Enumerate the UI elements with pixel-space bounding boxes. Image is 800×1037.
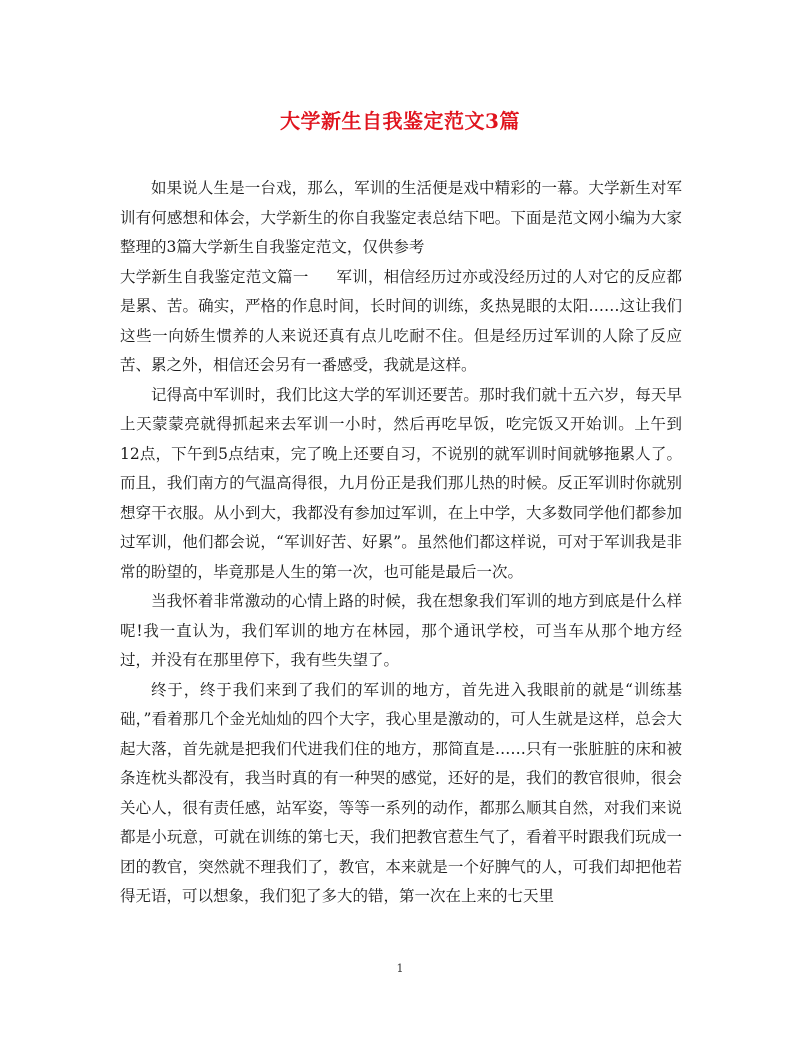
paragraph-2: 记得高中军训时，我们比这大学的军训还要苦。那时我们就十五六岁，每天早上天蒙蒙亮就得抓起来去军训一小时，然后再吃早饭，吃完饭又开始训。上午到12点，下午到5点结束，完了晚上还要自习，不说别的就军训时间就够拖累人了。而且，我们南方的气温高得很，九月份正是我们那儿热的时候。反正军训时你就别想穿干衣服。从小到大，我都没有参加过军训，在上中学，大多数同学他们都参加过军训，他们都会说，“军训好苦、好累”。虽然他们都这样说，可对于军训我是非常的盼望的，毕竟那是人生的第一次，也可能是最后一次。 [120,385,682,581]
section-1-heading: 大学新生自我鉴定范文篇一 [120,267,309,286]
paragraph-3: 当我怀着非常激动的心情上路的时候，我在想象我们军训的地方到底是什么样呢!我一直认为，我们军训的地方在林园，那个通讯学校，可当车从那个地方经过，并没有在那里停下，我有些失望了。 [120,592,682,669]
page-number: 1 [396,962,404,975]
paragraph-4: 终于，终于我们来到了我们的军训的地方，首先进入我眼前的就是“训练基础，”看着那几个金光灿灿的四个大字，我心里是激动的，可人生就是这样，总会大起大落，首先就是把我们代进我们住的地方，那简直是……只有一张脏脏的床和被条连枕头都没有，我当时真的有一种哭的感觉，还好的是，我们的教官很帅，很会关心人，很有责任感，站军姿，等等一系列的动作，都那么顺其自然，对我们来说都是小玩意，可就在训练的第七天，我们把教官惹生气了，看着平时跟我们玩成一团的教官，突然就不理我们了，教官，本来就是一个好脾气的人，可我们却把他若得无语，可以想象，我们犯了多大的错，第一次在上来的七天里 [120,680,682,905]
intro-paragraph: 如果说人生是一台戏，那么，军训的生活便是戏中精彩的一幕。大学新生对军训有何感想和体会，大学新生的你自我鉴定表总结下吧。下面是范文网小编为大家整理的3篇大学新生自我鉴定范文，仅供参考 [120,179,682,256]
document-title: 大学新生自我鉴定范文3篇 [280,109,520,133]
section-1-text: 军训，相信经历过亦或没经历过的人对它的反应都是累、苦。确实，严格的作息时间，长时间的训练，炙热晃眼的太阳……这让我们这些一向娇生惯养的人来说还真有点儿吃耐不住。但是经历过军训的人除了反应苦、累之外，相信还会另有一番感受，我就是这样。 [120,267,682,374]
document-body [120,174,682,912]
section-1-paragraph [120,263,682,381]
